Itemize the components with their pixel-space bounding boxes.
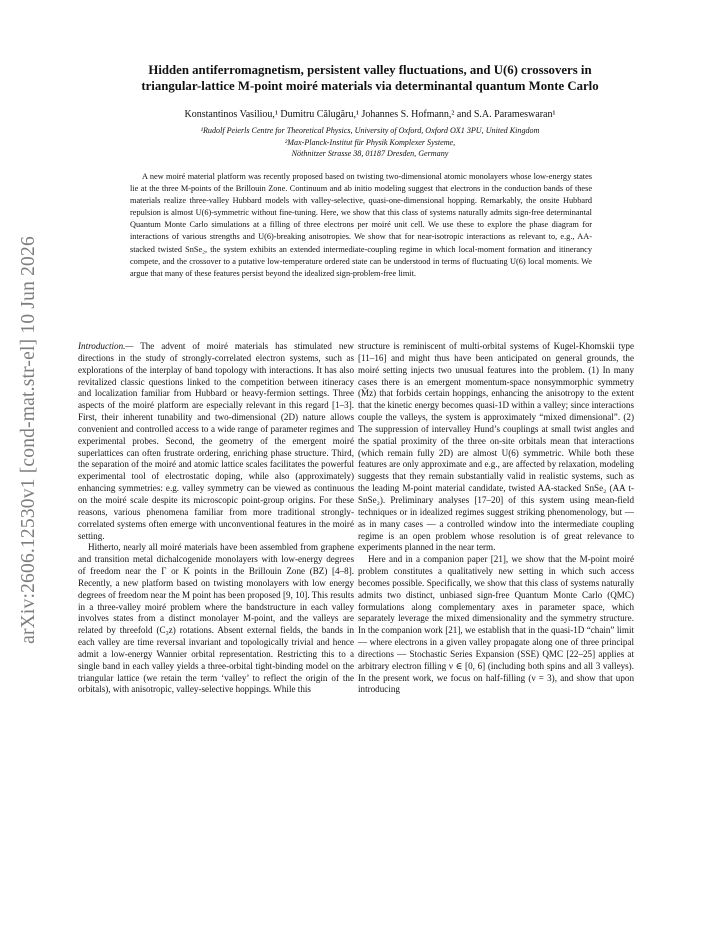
- left-column: [78, 341, 354, 696]
- abstract: A new moiré material platform was recently proposed based on twisting two-dimensional atomic monolayers whose low-energy states lie at the three M-points of the Brillouin Zone. Continuum and ab initio modeling suggest that electrons in the conduction bands of these materials realize three-valley Hubbard models with valley-selective, quasi-one-dimensional hopping. Remarkably, the onsite Hubbard repulsion is almost U(6)-symmetric without fine-tuning. Here, we show that this class of systems naturally admits sign-free determinantal Quantum Monte Carlo simulations at a filling of three electrons per moiré unit cell. We use these to explore the phase diagram for interactions of various strengths and U(6)-breaking anisotropies. We show that for near-isotropic interactions as relevant to, e.g., AA-stacked twisted SnSe₂, the system exhibits an extended intermediate-coupling regime in which local-moment formation and itinerancy compete, and the crossover to a putative low-temperature ordered state can be understood in terms of fluctuating U(6) local moments. We argue that many of these features persist beyond the idealized sign-problem-free limit.: [130, 172, 592, 278]
- title-line-2: triangular-lattice M-point moiré materials via determinantal quantum Monte Carlo: [141, 79, 599, 93]
- affiliation-mpipks: ²Max-Planck-Institut für Physik Komplexer Systeme,: [284, 137, 456, 147]
- affiliation-mpipks-address: Nöthnitzer Strasse 38, 01187 Dresden, Germany: [291, 149, 449, 158]
- paper-title: [60, 62, 680, 94]
- intro-paragraph-text: The advent of moiré materials has stimulated new directions in the study of strongly-correlated electron systems, such as explorations of the interplay of band topology with interactions. It has also revitalized classic questions linked to the competition between itineracy and localization familiar from Hubbard or heavy-fermion settings. Three aspects of the moiré platform are especially relevant in this regard [1–3]. First, their inherent tunability and two-dimensional (2D) nature allows convenient and controlled access to a wide range of parameter regimes and experimental probes. Second, the geometry of the emergent moiré superlattices can often frustrate ordering, enriching phase structure. Third, the separation of the moiré and atomic lattice scales facilitates the powerful experimental tool of electrostatic doping, while also (approximately) enhancing symmetries: e.g. valley symmetry can be viewed as continuous on the moiré scale despite its microscopic point-group origins. For these reasons, various phenomena familiar from more traditional strongly-correlated systems often emerge with unconventional features in the moiré setting.: [78, 341, 354, 541]
- right-column: [358, 341, 634, 696]
- section-lead-introduction: Introduction.—: [78, 341, 134, 351]
- affiliations: [60, 125, 680, 160]
- body-paragraph: Hitherto, nearly all moiré materials have been assembled from graphene and transition metal dichalcogenide monolayers with low-energy degrees of freedom near the Γ or K points in the Brillouin Zone (BZ) [4–8]. Recently, a new platform based on twisting monolayers with low energy degrees of freedom near the M point has been proposed [9, 10]. This results in a three-valley moiré problem where the bandstructure in each valley involves states from a distinct monolayer M-point, and the valleys are related by threefold (C₃z) rotations. Absent external fields, the bands in each valley are time reversal invariant and topologically trivial and hence admit a low-energy Wannier orbital representation. Restricting this to a single band in each valley yields a three-orbital tight-binding model on the triangular lattice (we retain the term ‘valley’ to reflect the origin of the orbitals), with anisotropic, valley-selective hoppings. While this: [78, 542, 354, 695]
- body-paragraph: structure is reminiscent of multi-orbital systems of Kugel-Khomskii type [11–16] and might thus have been anticipated on general grounds, the moiré setting injects two unusual features into the problem. (1) In many cases there is an emergent momentum-space nonsymmorphic symmetry (M̃z) that forbids certain hoppings, enhancing the anisotropy to the extent that the kinetic energy becomes quasi-1D within a valley; since interactions couple the valleys, the system is approximately “mixed dimensional”. (2) The suppression of intervalley Hund’s couplings at small twist angles and the spatial proximity of the three on-site orbitals mean that interactions (which remain fully 2D) are almost U(6) symmetric. While both these features are only approximate and e.g., are affected by relaxation, modeling suggests that they remain substantially valid in realistic systems, such as the leading M-point material candidate, twisted AA-stacked SnSe₂ (AA t-SnSe₂). Preliminary analyses [17–20] of this system using mean-field techniques or in idealized regimes suggest striking phenomenology, but — as in many cases — a controlled window into the intermediate coupling regime is an open problem whose resolution is of great relevance to experiments planned in the near term.: [358, 341, 634, 553]
- author-list: Konstantinos Vasiliou,¹ Dumitru Călugăru,¹ Johannes S. Hofmann,² and S.A. Parameswaran¹: [184, 109, 556, 120]
- body-paragraph: Here and in a companion paper [21], we show that the M-point moiré problem constitutes a qualitatively new setting in which such access becomes possible. Specifically, we show that this class of systems naturally admits two distinct, unbiased sign-free Quantum Monte Carlo (QMC) formulations along complementary axes in parameter space, which separately leverage the mixed dimensionality and the symmetry structure. In the companion work [21], we establish that in the quasi-1D “chain” limit — where electrons in a given valley propagate along one of three principal directions — Stochastic Series Expansion (SSE) QMC [22–25] applies at arbitrary electron filling ν ∈ [0, 6] (including both spins and all 3 valleys). In the present work, we focus on half-filling (ν = 3), and show that upon introducing: [358, 554, 634, 695]
- intro-paragraph: [78, 341, 354, 542]
- arxiv-sidebar-stamp: [12, 210, 46, 670]
- affiliation-oxford: ¹Rudolf Peierls Centre for Theoretical Physics, University of Oxford, Oxford OX1 3PU, United Kingdom: [200, 126, 540, 135]
- title-line-1: Hidden antiferromagnetism, persistent valley fluctuations, and U(6) crossovers in: [148, 63, 592, 77]
- arxiv-identifier: arXiv:2606.12530v1 [cond-mat.str-el] 10 Jun 2026: [18, 236, 39, 644]
